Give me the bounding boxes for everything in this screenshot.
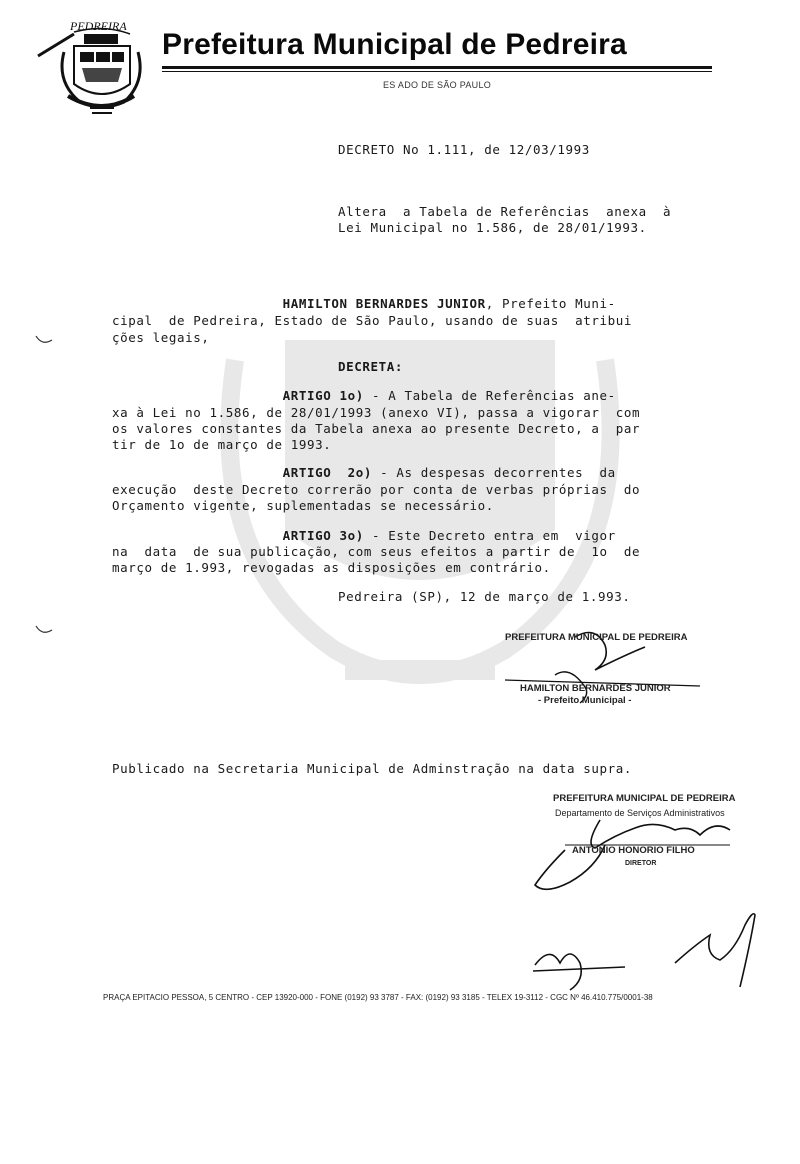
- ementa-line: Lei Municipal no 1.586, de 28/01/1993.: [338, 220, 647, 235]
- article-label: ARTIGO 1o): [282, 388, 364, 403]
- article-line: execução deste Decreto correrão por conta de verbas próprias do: [112, 482, 641, 497]
- decreta-heading: DECRETA:: [338, 359, 404, 374]
- page-title: Prefeitura Municipal de Pedreira: [162, 28, 627, 61]
- crest-banner-text: PEDREIRA: [70, 19, 127, 33]
- publication-note: Publicado na Secretaria Municipal de Adminstração na data supra.: [112, 761, 633, 776]
- stamp-director-name: ANTONIO HONORIO FILHO: [572, 845, 695, 856]
- article-line: ARTIGO 2o) - As despesas decorrentes da: [282, 465, 616, 480]
- stamp-institution: PREFEITURA MUNICIPAL DE PEDREIRA: [553, 793, 736, 804]
- municipal-crest-icon: [34, 12, 152, 120]
- ementa-line: Altera a Tabela de Referências anexa à: [338, 204, 672, 219]
- article-line: xa à Lei no 1.586, de 28/01/1993 (anexo VI), passa a vigorar com: [112, 405, 641, 420]
- article-label: ARTIGO 2o): [282, 465, 373, 480]
- decree-title: DECRETO No 1.111, de 12/03/1993: [338, 142, 590, 157]
- header-rule: [162, 66, 712, 69]
- mayor-name: HAMILTON BERNARDES JUNIOR: [282, 296, 486, 311]
- preamble-line: cipal de Pedreira, Estado de São Paulo, usando de suas atribui: [112, 313, 633, 328]
- header-rule-thin: [162, 71, 712, 72]
- stamp-director-role: DIRETOR: [625, 860, 657, 867]
- stamp-institution: PREFEITURA MUNICIPAL DE PEDREIRA: [505, 632, 688, 643]
- preamble-line: HAMILTON BERNARDES JUNIOR, Prefeito Muni-: [282, 296, 616, 311]
- article-label: ARTIGO 3o): [282, 528, 364, 543]
- article-line: na data de sua publicação, com seus efeitos a partir de 1o de: [112, 544, 641, 559]
- article-line: Orçamento vigente, suplementadas se necessário.: [112, 498, 494, 513]
- initials-signature-icon: [525, 905, 775, 995]
- stamp-mayor-name: HAMILTON BERNARDES JUNIOR: [520, 683, 671, 694]
- state-subtitle: ES ADO DE SÃO PAULO: [383, 80, 492, 90]
- stamp-department: Departamento de Serviços Administrativos: [555, 808, 725, 818]
- article-line: ARTIGO 3o) - Este Decreto entra em vigor: [282, 528, 616, 543]
- margin-mark-icon: [34, 334, 54, 346]
- article-line: os valores constantes da Tabela anexa ao presente Decreto, a par: [112, 421, 641, 436]
- article-line: março de 1.993, revogadas as disposições em contrário.: [112, 560, 551, 575]
- place-date: Pedreira (SP), 12 de março de 1.993.: [338, 589, 631, 604]
- article-line: ARTIGO 1o) - A Tabela de Referências ane-: [282, 388, 616, 403]
- margin-mark-icon: [34, 624, 54, 636]
- article-line: tir de 1o de março de 1993.: [112, 437, 332, 452]
- stamp-mayor-role: - Prefeito Municipal -: [538, 695, 632, 706]
- footer-address: PRAÇA EPITACIO PESSOA, 5 CENTRO - CEP 13920-000 - FONE (0192) 93 3787 - FAX: (0192) 93 3185 - TELEX 19-3112 - CGC Nº 46.410.775/0001-38: [103, 993, 653, 1002]
- preamble-line: ções legais,: [112, 330, 210, 345]
